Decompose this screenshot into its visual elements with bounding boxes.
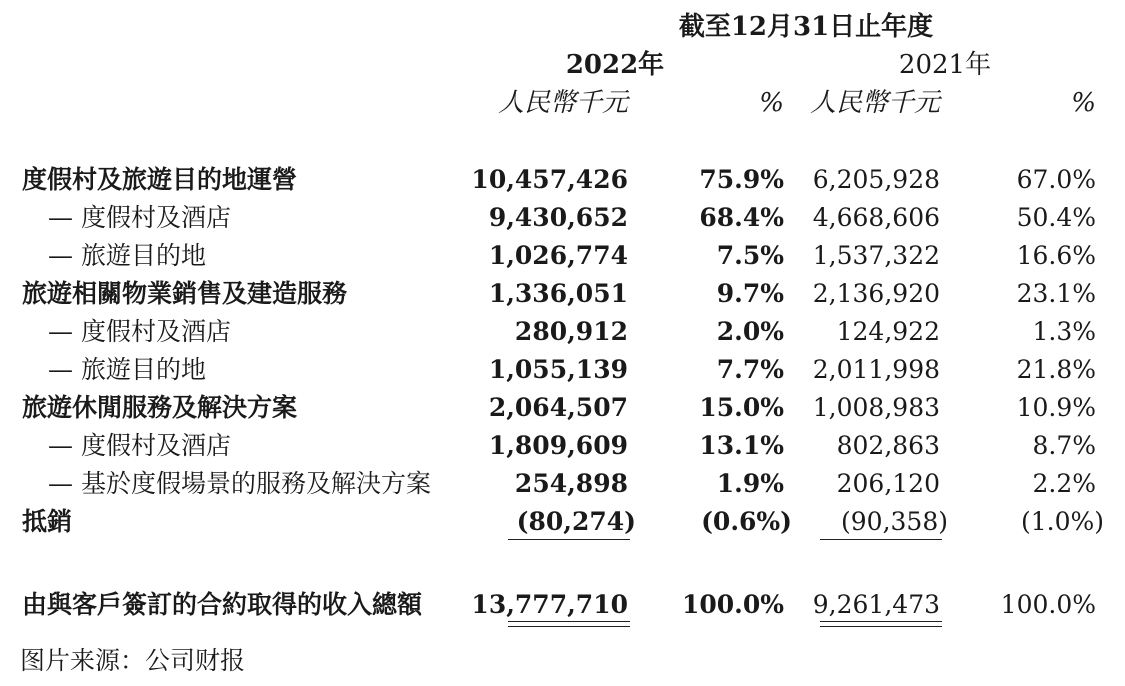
row-pct-2021: (1.0%) bbox=[1020, 507, 1104, 536]
pct-2022-heading: % bbox=[759, 88, 784, 118]
total-double-rule-2022-top bbox=[508, 621, 630, 622]
row-value-2021: 6,205,928 bbox=[812, 165, 940, 194]
row-value-2021: (90,358) bbox=[841, 507, 948, 536]
row-label: 旅遊休閒服務及解決方案 bbox=[22, 393, 298, 422]
total-value-2022: 13,777,710 bbox=[471, 590, 628, 619]
row-pct-2022: (0.6%) bbox=[701, 507, 792, 536]
total-double-rule-2022-bottom bbox=[508, 626, 630, 627]
row-label: 度假村及旅遊目的地運營 bbox=[22, 165, 298, 194]
row-label: — 基於度假場景的服務及解決方案 bbox=[48, 469, 431, 498]
row-pct-2021: 67.0% bbox=[1016, 165, 1096, 194]
row-pct-2022: 75.9% bbox=[699, 165, 784, 194]
row-label: — 度假村及酒店 bbox=[48, 203, 231, 232]
row-label: — 度假村及酒店 bbox=[48, 431, 231, 460]
row-value-2022: 9,430,652 bbox=[488, 203, 628, 232]
row-value-2021: 1,008,983 bbox=[812, 393, 940, 422]
row-pct-2022: 2.0% bbox=[716, 317, 784, 346]
row-label: — 旅遊目的地 bbox=[48, 355, 206, 384]
total-value-2021: 9,261,473 bbox=[812, 590, 940, 619]
row-value-2021: 124,922 bbox=[836, 317, 940, 346]
subtotal-rule-2021 bbox=[820, 539, 942, 540]
image-source-caption: 图片来源：公司财报 bbox=[20, 646, 246, 675]
total-label: 由與客戶簽訂的合約取得的收入總額 bbox=[22, 590, 423, 619]
row-label: 抵銷 bbox=[22, 507, 73, 536]
row-value-2021: 4,668,606 bbox=[812, 203, 940, 232]
row-pct-2021: 21.8% bbox=[1016, 355, 1096, 384]
row-value-2022: 2,064,507 bbox=[488, 393, 628, 422]
year-2021-heading: 2021年 bbox=[898, 50, 992, 80]
row-pct-2022: 15.0% bbox=[699, 393, 784, 422]
total-pct-2021: 100.0% bbox=[1000, 590, 1096, 619]
row-pct-2022: 7.7% bbox=[716, 355, 784, 384]
total-double-rule-2021-top bbox=[820, 621, 942, 622]
pct-2021-heading: % bbox=[1071, 88, 1096, 118]
row-pct-2021: 16.6% bbox=[1016, 241, 1096, 270]
row-pct-2022: 9.7% bbox=[716, 279, 784, 308]
row-label: — 旅遊目的地 bbox=[48, 241, 206, 270]
row-pct-2022: 13.1% bbox=[699, 431, 784, 460]
unit-2022-heading: 人民幣千元 bbox=[497, 88, 628, 118]
row-value-2021: 206,120 bbox=[836, 469, 940, 498]
row-pct-2021: 2.2% bbox=[1032, 469, 1096, 498]
row-value-2021: 1,537,322 bbox=[812, 241, 940, 270]
row-value-2022: 1,809,609 bbox=[488, 431, 628, 460]
row-pct-2021: 1.3% bbox=[1032, 317, 1096, 346]
subtotal-rule-2022 bbox=[508, 539, 630, 540]
period-heading: 截至12月31日止年度 bbox=[678, 12, 934, 42]
row-value-2022: (80,274) bbox=[516, 507, 636, 536]
row-value-2022: 10,457,426 bbox=[471, 165, 628, 194]
total-pct-2022: 100.0% bbox=[681, 590, 784, 619]
row-value-2022: 1,055,139 bbox=[488, 355, 628, 384]
row-value-2021: 802,863 bbox=[836, 431, 940, 460]
row-value-2022: 1,026,774 bbox=[488, 241, 628, 270]
row-value-2022: 280,912 bbox=[514, 317, 628, 346]
row-value-2022: 254,898 bbox=[514, 469, 628, 498]
row-value-2021: 2,136,920 bbox=[812, 279, 940, 308]
row-pct-2022: 1.9% bbox=[716, 469, 784, 498]
total-double-rule-2021-bottom bbox=[820, 626, 942, 627]
row-pct-2021: 8.7% bbox=[1032, 431, 1096, 460]
row-pct-2021: 23.1% bbox=[1016, 279, 1096, 308]
row-pct-2022: 7.5% bbox=[716, 241, 784, 270]
row-label: 旅遊相關物業銷售及建造服務 bbox=[22, 279, 348, 308]
row-pct-2022: 68.4% bbox=[699, 203, 784, 232]
year-2022-heading: 2022年 bbox=[565, 50, 665, 80]
row-pct-2021: 10.9% bbox=[1016, 393, 1096, 422]
row-pct-2021: 50.4% bbox=[1016, 203, 1096, 232]
row-value-2022: 1,336,051 bbox=[488, 279, 628, 308]
row-value-2021: 2,011,998 bbox=[812, 355, 940, 384]
row-label: — 度假村及酒店 bbox=[48, 317, 231, 346]
unit-2021-heading: 人民幣千元 bbox=[809, 88, 940, 118]
